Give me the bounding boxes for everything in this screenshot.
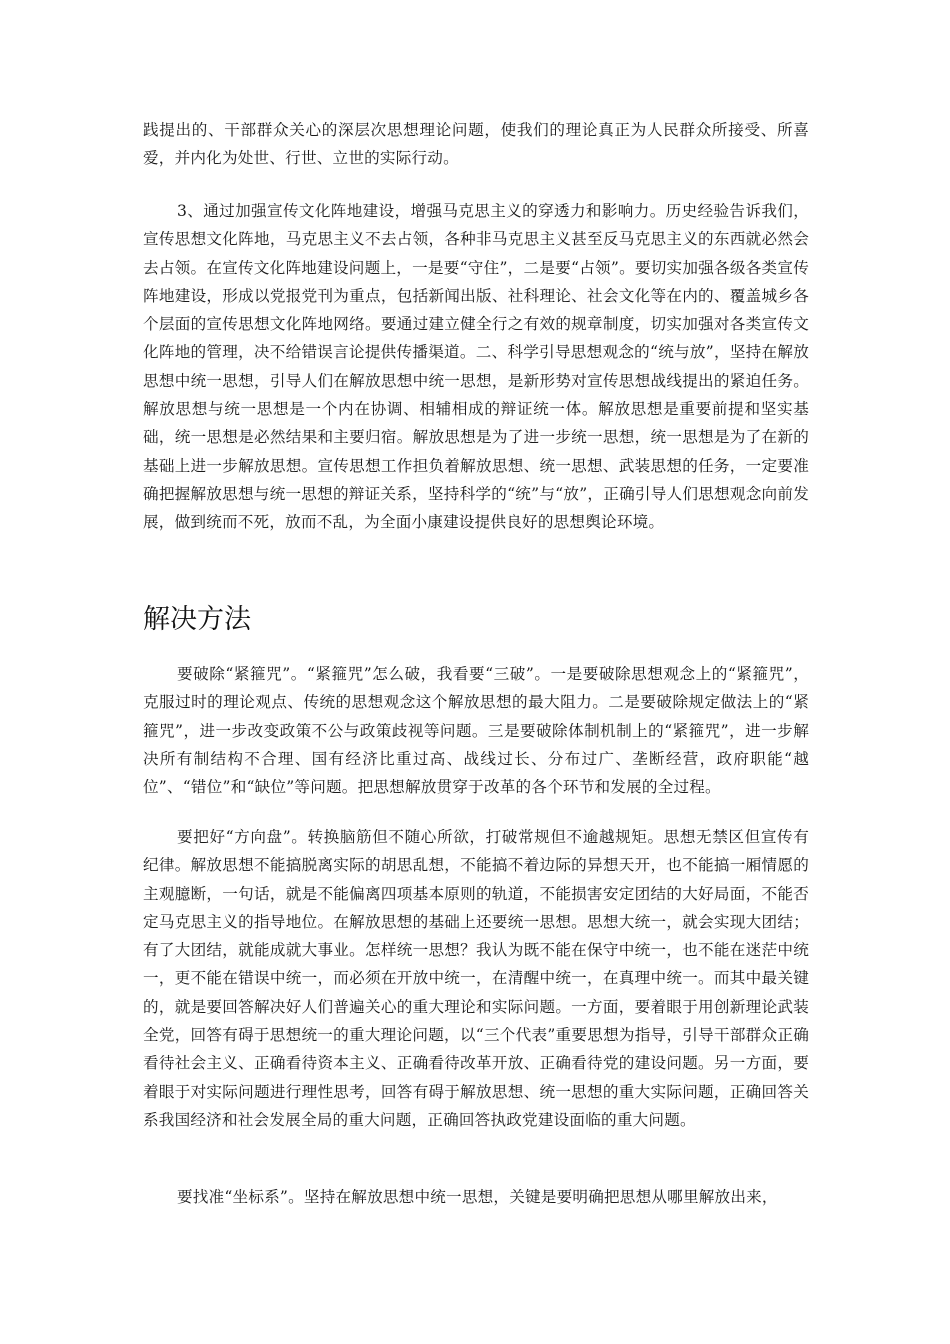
paragraph-propaganda-positions: 3、通过加强宣传文化阵地建设，增强马克思主义的穿透力和影响力。历史经验告诉我们，宣传思想文化阵地，马克思主义不去占领，各种非马克思主义甚至反马克思主义的东西就必然会去占领。在宣传文化阵地建设问题上，一是要“守住”，二是要“占领”。要切实加强各级各类宣传阵地建设，形成以党报党刊为重点，包括新闻出版、社科理论、社会文化等在内的、覆盖城乡各个层面的宣传思想文化阵地网络。要通过建立健全行之有效的规章制度，切实加强对各类宣传文化阵地的管理，决不给错误言论提供传播渠道。二、科学引导思想观念的“统与放”，坚持在解放思想中统一思想，引导人们在解放思想中统一思想，是新形势对宣传思想战线提出的紧迫任务。解放思想与统一思想是一个内在协调、相辅相成的辩证统一体。解放思想是重要前提和坚实基础，统一思想是必然结果和主要归宿。解放思想是为了进一步统一思想，统一思想是为了在新的基础上进一步解放思想。宣传思想工作担负着解放思想、统一思想、武装思想的任务，一定要准确把握解放思想与统一思想的辩证关系，坚持科学的“统”与“放”，正确引导人们思想观念向前发展，做到统而不死，放而不乱，为全面小康建设提供良好的思想舆论环境。 (143, 202, 809, 532)
paragraph-break-constraints: 要破除“紧箍咒”。“紧箍咒”怎么破，我看要“三破”。一是要破除思想观念上的“紧箍咒”，克服过时的理论观点、传统的思想观念这个解放思想的最大阻力。二是要破除规定做法上的“紧箍咒”，进一步改变政策不公与政策歧视等问题。三是要破除体制机制上的“紧箍咒”，进一步解决所有制结构不合理、国有经济比重过高、战线过长、分布过广、垄断经营，政府职能“越位”、“错位”和“缺位”等问题。把思想解放贯穿于改革的各个环节和发展的全过程。 (143, 665, 809, 797)
section-heading-solution: 解决方法 (143, 604, 251, 635)
paragraph-steering-wheel: 要把好“方向盘”。转换脑筋但不随心所欲，打破常规但不逾越规矩。思想无禁区但宣传有纪律。解放思想不能搞脱离实际的胡思乱想，不能搞不着边际的异想天开，也不能搞一厢情愿的主观臆断，一句话，就是不能偏离四项基本原则的轨道，不能损害安定团结的大好局面，不能否定马克思主义的指导地位。在解放思想的基础上还要统一思想。思想大统一，就会实现大团结；有了大团结，就能成就大事业。怎样统一思想？我认为既不能在保守中统一，也不能在迷茫中统一，更不能在错误中统一，而必须在开放中统一，在清醒中统一，在真理中统一。而其中最关键的，就是要回答解决好人们普遍关心的重大理论和实际问题。一方面，要着眼于用创新理论武装全党，回答有碍于思想统一的重大理论问题，以“三个代表”重要思想为指导，引导干部群众正确看待社会主义、正确看待资本主义、正确看待改革开放、正确看待党的建设问题。另一方面，要着眼于对实际问题进行理性思考，回答有碍于解放思想、统一思想的重大实际问题，正确回答关系我国经济和社会发展全局的重大问题，正确回答执政党建设面临的重大问题。 (143, 828, 809, 1129)
paragraph-continuation: 践提出的、干部群众关心的深层次思想理论问题，使我们的理论真正为人民群众所接受、所喜爱，并内化为处世、行世、立世的实际行动。 (143, 121, 809, 168)
paragraph-coordinate-system: 要找准“坐标系”。坚持在解放思想中统一思想，关键是要明确把思想从哪里解放出来， (177, 1188, 778, 1206)
